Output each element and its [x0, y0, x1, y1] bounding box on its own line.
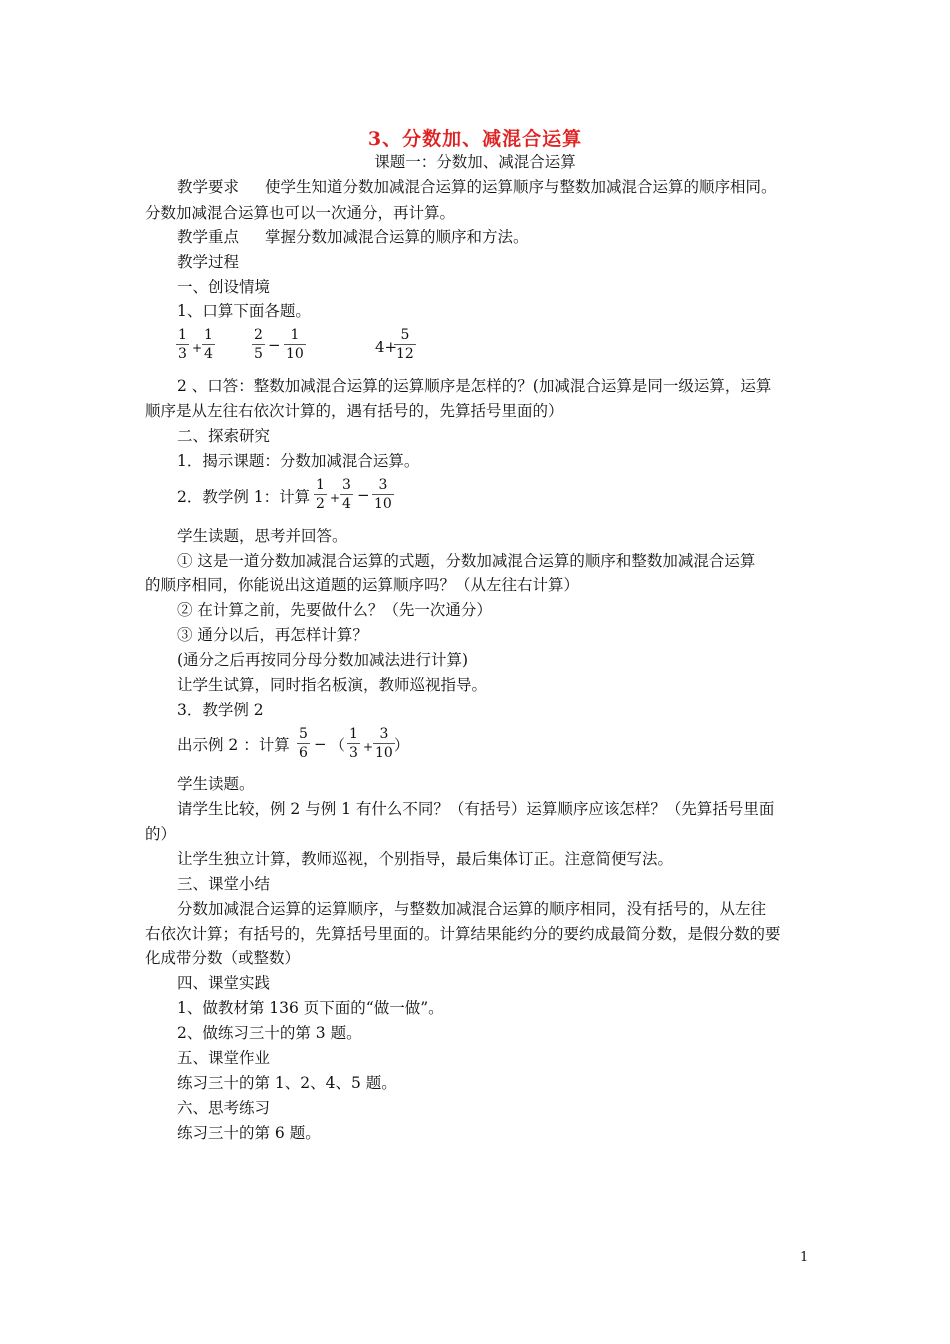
- plus-sign: +: [363, 740, 374, 754]
- left-paren: （: [330, 736, 346, 754]
- independent-calc: 让学生独立计算，教师巡视，个别指导，最后集体订正。注意简便写法。: [177, 850, 674, 868]
- summary-text-cont: 右依次计算；有括号的，先算括号里面的。计算结果能约分的要约成最简分数，是假分数的要: [145, 925, 781, 943]
- teaching-process-heading: 教学过程: [177, 253, 240, 271]
- document-title: 3、分数加、减混合运算: [367, 128, 583, 150]
- teaching-focus: [177, 227, 529, 247]
- compare-question-cont: 的）: [145, 825, 177, 843]
- section-2-heading: 二、探索研究: [177, 427, 271, 445]
- page-number: 1: [800, 1250, 809, 1265]
- fraction: $\frac{1}{3}$: [349, 726, 358, 761]
- minus-sign: −: [357, 486, 370, 504]
- compare-question: 请学生比较，例 2 与例 1 有什么不同？（有括号）运算顺序应该怎样？（先算括号里面: [177, 800, 775, 818]
- focus-text: 掌握分数加减混合运算的顺序和方法。: [265, 228, 529, 246]
- summary-text: 分数加减混合运算的运算顺序，与整数加减混合运算的顺序相同，没有括号的，从左往: [177, 900, 767, 918]
- requirements-label: 教学要求: [177, 178, 240, 196]
- fraction: $\frac{5}{12}$: [396, 327, 414, 362]
- fraction: $\frac{3}{10}$: [374, 477, 392, 512]
- question-2: ② 在计算之前，先要做什么？（先一次通分）: [177, 601, 492, 619]
- section-5-heading: 五、课堂作业: [177, 1049, 271, 1067]
- oral-calc-prompt: 1、口算下面各题。: [177, 302, 311, 320]
- example-2-prefix: 出示例 2 ：计算: [177, 736, 290, 754]
- fraction: $\frac{3}{4}$: [342, 477, 351, 512]
- oral-question: 2 、口答：整数加减混合运算的运算顺序是怎样的？(加减混合运算是同一级运算，运算: [177, 377, 772, 395]
- requirements-text: 使学生知道分数加减混合运算的运算顺序与整数加减混合运算的顺序相同。: [265, 178, 777, 196]
- right-paren: ）: [394, 736, 410, 754]
- student-read-2: 学生读题。: [177, 775, 255, 793]
- student-read-1: 学生读题，思考并回答。: [177, 527, 348, 545]
- section-6-heading: 六、思考练习: [177, 1099, 271, 1117]
- question-1-cont: 的顺序相同，你能说出这道题的运算顺序吗？（从左往右计算）: [145, 576, 580, 594]
- plus-sign: +: [330, 491, 341, 505]
- section-4-heading: 四、课堂实践: [177, 974, 271, 992]
- summary-text-end: 化成带分数（或整数）: [145, 949, 301, 967]
- fraction: $\frac{5}{6}$: [299, 726, 308, 761]
- fraction: $\frac{1}{4}$: [204, 327, 213, 362]
- fraction: $\frac{1}{3}$: [178, 327, 187, 362]
- section-3-heading: 三、课堂小结: [177, 875, 271, 893]
- oral-question-cont: 顺序是从左往右依次计算的，遇有括号的，先算括号里面的）: [145, 402, 564, 420]
- fraction: $\frac{1}{2}$: [316, 477, 325, 512]
- fraction: $\frac{1}{10}$: [286, 327, 304, 362]
- integer-term: 4+: [375, 338, 398, 356]
- plus-sign: +: [192, 341, 203, 355]
- section-1-heading: 一、创设情境: [177, 278, 271, 296]
- lesson-subtitle: 课题一：分数加、减混合运算: [374, 153, 576, 171]
- question-3: ③ 通分以后，再怎样计算？: [177, 626, 368, 644]
- practice-item-1: 1、做教材第 136 页下面的“做一做”。: [177, 999, 444, 1017]
- minus-sign: −: [268, 336, 281, 354]
- teaching-requirements: [177, 177, 777, 197]
- example-1-prefix: 2．教学例 1：计算: [177, 488, 311, 506]
- question-1: ① 这是一道分数加减混合运算的式题，分数加减混合运算的顺序和整数加减混合运算: [177, 552, 756, 570]
- homework-item: 练习三十的第 1、2、4、5 题。: [177, 1074, 397, 1092]
- requirements-text-cont: 分数加减混合运算也可以一次通分，再计算。: [145, 204, 456, 222]
- trial-calc: 让学生试算，同时指名板演，教师巡视指导。: [177, 676, 488, 694]
- question-3-answer: (通分之后再按同分母分数加减法进行计算): [177, 651, 469, 669]
- focus-label: 教学重点: [177, 228, 240, 246]
- example-2-heading: 3．教学例 2: [177, 701, 264, 719]
- fraction: $\frac{3}{10}$: [375, 726, 393, 761]
- fraction: $\frac{2}{5}$: [254, 327, 263, 362]
- practice-item-2: 2、做练习三十的第 3 题。: [177, 1024, 362, 1042]
- thinking-exercise-item: 练习三十的第 6 题。: [177, 1124, 321, 1142]
- reveal-topic: 1．揭示课题：分数加减混合运算。: [177, 452, 420, 470]
- minus-sign: −: [314, 735, 327, 753]
